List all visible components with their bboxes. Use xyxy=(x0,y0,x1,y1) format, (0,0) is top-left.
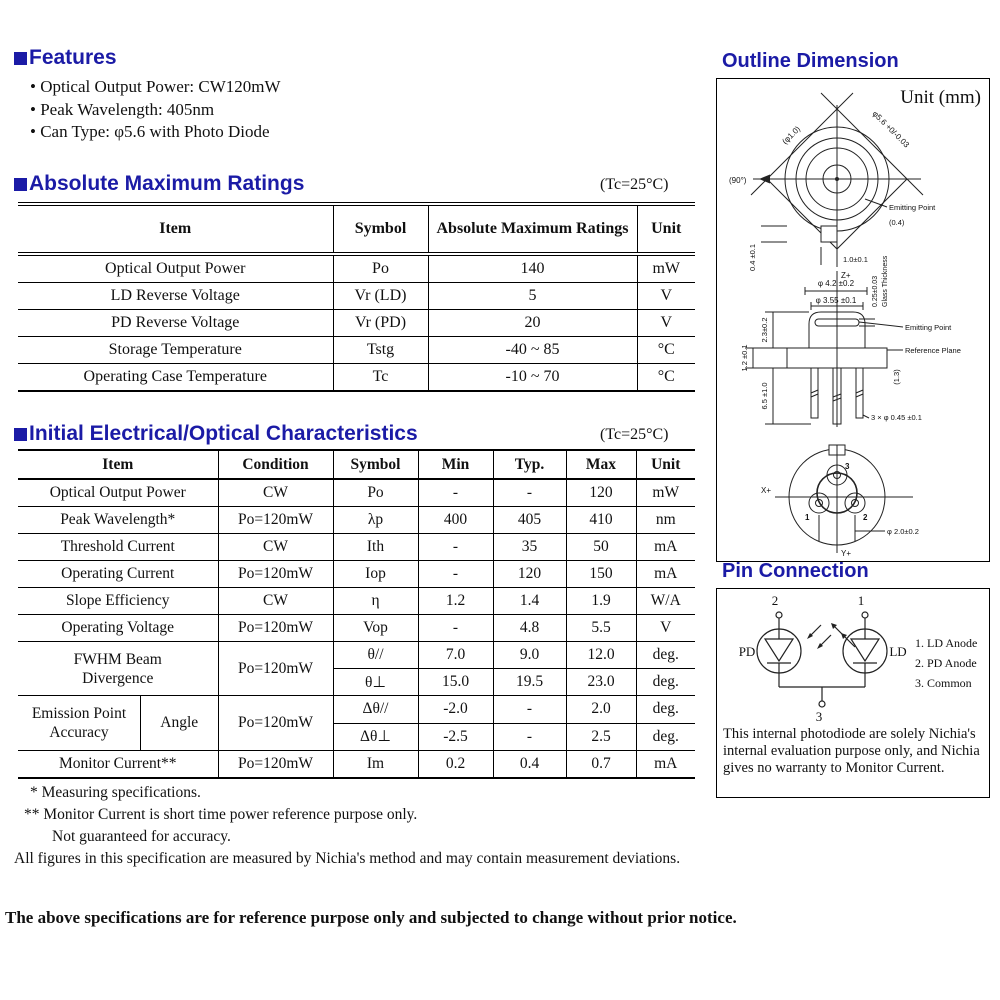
cell: Δθ// xyxy=(333,696,418,724)
cell: - xyxy=(418,561,493,588)
features-title: Features xyxy=(29,46,117,69)
outline-dimension-box xyxy=(716,78,990,562)
cell: - xyxy=(418,534,493,561)
table-header-row xyxy=(18,450,695,479)
cell: -40 ~ 85 xyxy=(428,337,637,364)
cell: 120 xyxy=(566,479,636,507)
emitting-point-label: Emitting Point xyxy=(905,323,952,332)
legend-item: 1. LD Anode xyxy=(915,636,978,650)
table-row xyxy=(18,507,695,534)
cell: 50 xyxy=(566,534,636,561)
cell: Vop xyxy=(333,615,418,642)
table-row xyxy=(18,561,695,588)
outline-drawing xyxy=(717,79,989,559)
cell: 5.5 xyxy=(566,615,636,642)
ld-label: LD xyxy=(889,644,907,659)
cell: FWHM Beam Divergence xyxy=(18,642,218,696)
cell: deg. xyxy=(636,642,695,669)
emitting-point-label: Emitting Point xyxy=(889,203,936,212)
abs-max-condition: (Tc=25°C) xyxy=(600,176,669,193)
cell: Po xyxy=(333,479,418,507)
cell: Operating Case Temperature xyxy=(18,364,333,392)
cell: 1.4 xyxy=(493,588,566,615)
cell: Operating Current xyxy=(18,561,218,588)
footnote: All figures in this specification are measured by Nichia's method and may contain measurement deviations. xyxy=(14,850,681,867)
terminal-number: 2 xyxy=(771,593,779,608)
cell: CW xyxy=(218,534,333,561)
axis-label: Z+ xyxy=(841,271,851,280)
cell: 150 xyxy=(566,561,636,588)
pin-number: 3 xyxy=(845,462,850,471)
cell: 0.4 xyxy=(493,751,566,779)
cell: °C xyxy=(637,337,695,364)
col-header: Typ. xyxy=(493,450,566,479)
cell: Iop xyxy=(333,561,418,588)
dim-label: (90°) xyxy=(729,176,747,185)
characteristics-table xyxy=(18,449,695,779)
dim-label: 0.4 ±0.1 xyxy=(748,243,757,271)
pin-connection-box xyxy=(716,588,990,798)
cell: Angle xyxy=(140,696,218,750)
axis-label: X+ xyxy=(760,486,771,495)
dim-label: φ 2.0±0.2 xyxy=(887,527,919,536)
cell: Vr (PD) xyxy=(333,310,428,337)
col-header: Symbol xyxy=(333,204,428,254)
cell: Storage Temperature xyxy=(18,337,333,364)
cell: 2.5 xyxy=(566,723,636,751)
outline-top-view xyxy=(751,93,923,267)
cell: LD Reverse Voltage xyxy=(18,283,333,310)
footnote: ** Monitor Current is short time power reference purpose only. xyxy=(24,806,418,823)
cell: 140 xyxy=(428,254,637,283)
dim-label: Glass Thickness xyxy=(882,255,889,307)
cell: Tc xyxy=(333,364,428,392)
cell: Emission Point Accuracy xyxy=(31,705,127,741)
cell: 9.0 xyxy=(493,642,566,669)
light-arrow-icon xyxy=(820,635,831,646)
dim-label: 1.2 ±0.1 xyxy=(740,344,749,372)
cell: 1.2 xyxy=(418,588,493,615)
cell: V xyxy=(637,310,695,337)
cell: 20 xyxy=(428,310,637,337)
table-header-row xyxy=(18,204,695,254)
cell: Optical Output Power xyxy=(18,254,333,283)
cell: -10 ~ 70 xyxy=(428,364,637,392)
cell: 15.0 xyxy=(418,669,493,696)
cell: Im xyxy=(333,751,418,779)
cell: deg. xyxy=(636,696,695,724)
cell: Ith xyxy=(333,534,418,561)
feature-item: • Optical Output Power: CW120mW xyxy=(30,76,281,99)
cell: η xyxy=(333,588,418,615)
pin-number: 1 xyxy=(805,513,810,522)
cell: Δθ⊥ xyxy=(333,723,418,751)
dim-label: 6.5 ±1.0 xyxy=(760,382,769,410)
table-row xyxy=(18,696,695,724)
cell: 405 xyxy=(493,507,566,534)
table-row xyxy=(18,588,695,615)
dim-label: 3 × φ 0.45 ±0.1 xyxy=(871,413,922,422)
cell: Po=120mW xyxy=(218,561,333,588)
characteristics-heading xyxy=(14,422,418,446)
cell: Threshold Current xyxy=(18,534,218,561)
cell: θ⊥ xyxy=(333,669,418,696)
characteristics-condition: (Tc=25°C) xyxy=(600,426,669,443)
cell: Operating Voltage xyxy=(18,615,218,642)
cell: λp xyxy=(333,507,418,534)
table-row xyxy=(18,337,695,364)
cell: θ// xyxy=(333,642,418,669)
col-header: Unit xyxy=(637,204,695,254)
outline-bottom-view xyxy=(775,445,913,553)
light-arrow-icon xyxy=(810,625,821,636)
footnote: * Measuring specifications. xyxy=(30,784,201,801)
dim-label: 2.3±0.2 xyxy=(760,317,769,343)
abs-max-table xyxy=(18,202,695,392)
cell: Po=120mW xyxy=(218,642,333,696)
cell: 4.8 xyxy=(493,615,566,642)
terminal-number: 1 xyxy=(857,593,865,608)
col-header: Absolute Maximum Ratings xyxy=(428,204,637,254)
dim-label: φ5.6 +0/-0.03 xyxy=(870,109,911,150)
cell: - xyxy=(418,479,493,507)
axis-label: Y+ xyxy=(841,549,852,558)
dim-label: (φ1.0) xyxy=(780,124,803,147)
cell: mA xyxy=(636,534,695,561)
cell: - xyxy=(493,723,566,751)
abs-max-title: Absolute Maximum Ratings xyxy=(29,172,305,195)
table-row xyxy=(18,615,695,642)
cell: CW xyxy=(218,479,333,507)
cell: 400 xyxy=(418,507,493,534)
cell: mW xyxy=(637,254,695,283)
cell: 5 xyxy=(428,283,637,310)
pin-connection-title: Pin Connection xyxy=(722,560,869,582)
cell: mA xyxy=(636,751,695,779)
pin-connection-schematic xyxy=(717,589,989,724)
legend-item: 2. PD Anode xyxy=(915,656,977,670)
cell: -2.5 xyxy=(418,723,493,751)
cell: - xyxy=(493,479,566,507)
feature-item: • Peak Wavelength: 405nm xyxy=(30,99,281,122)
features-list xyxy=(30,76,281,144)
col-header: Min xyxy=(418,450,493,479)
dim-label: (1.3) xyxy=(892,369,901,385)
table-row xyxy=(18,254,695,283)
table-row xyxy=(18,364,695,392)
cell: Po=120mW xyxy=(218,696,333,751)
cell: Po=120mW xyxy=(218,751,333,779)
cell: Vr (LD) xyxy=(333,283,428,310)
cell: nm xyxy=(636,507,695,534)
table-row xyxy=(18,642,695,669)
dim-label: 1.0±0.1 xyxy=(843,255,868,264)
cell: Peak Wavelength* xyxy=(18,507,218,534)
abs-max-heading xyxy=(14,172,304,196)
section-square-icon xyxy=(14,52,27,65)
cell: Slope Efficiency xyxy=(18,588,218,615)
cell: 23.0 xyxy=(566,669,636,696)
split-cell xyxy=(18,696,218,750)
dim-label: φ 3.55 ±0.1 xyxy=(815,296,857,305)
cell: 1.9 xyxy=(566,588,636,615)
feature-item: • Can Type: φ5.6 with Photo Diode xyxy=(30,121,281,144)
cell xyxy=(18,696,218,751)
cell: 12.0 xyxy=(566,642,636,669)
features-heading xyxy=(14,46,117,70)
cell: mW xyxy=(636,479,695,507)
cell: Tstg xyxy=(333,337,428,364)
cell: Po=120mW xyxy=(218,615,333,642)
dim-label: φ 4.2 ±0.2 xyxy=(817,279,855,288)
cell: Optical Output Power xyxy=(18,479,218,507)
cell: PD Reverse Voltage xyxy=(18,310,333,337)
cell: deg. xyxy=(636,723,695,751)
characteristics-title: Initial Electrical/Optical Characteristics xyxy=(29,422,418,445)
col-header: Item xyxy=(18,204,333,254)
cell: 0.2 xyxy=(418,751,493,779)
table-row xyxy=(18,283,695,310)
cell: W/A xyxy=(636,588,695,615)
cell: °C xyxy=(637,364,695,392)
pin-number: 2 xyxy=(863,513,868,522)
cell: 19.5 xyxy=(493,669,566,696)
disclaimer-text: The above specifications are for reference purpose only and subjected to change without prior notice. xyxy=(5,908,737,927)
table-row xyxy=(18,751,695,779)
col-header: Item xyxy=(18,450,218,479)
outline-dimension-title: Outline Dimension xyxy=(722,50,899,72)
col-header: Max xyxy=(566,450,636,479)
cell: - xyxy=(493,696,566,724)
legend-item: 3. Common xyxy=(915,676,972,690)
cell: Monitor Current** xyxy=(18,751,218,779)
table-row xyxy=(18,310,695,337)
cell: 2.0 xyxy=(566,696,636,724)
cell: V xyxy=(636,615,695,642)
cell: 35 xyxy=(493,534,566,561)
cell: 0.7 xyxy=(566,751,636,779)
cell: -2.0 xyxy=(418,696,493,724)
col-header: Condition xyxy=(218,450,333,479)
cell: 120 xyxy=(493,561,566,588)
reference-plane-label: Reference Plane xyxy=(905,346,961,355)
terminal-number: 3 xyxy=(815,709,823,724)
cell: Po=120mW xyxy=(218,507,333,534)
col-header: Symbol xyxy=(333,450,418,479)
dim-label: (0.4) xyxy=(889,218,905,227)
section-square-icon xyxy=(14,428,27,441)
unit-label: Unit (mm) xyxy=(900,87,981,108)
cell: 7.0 xyxy=(418,642,493,669)
cell: deg. xyxy=(636,669,695,696)
cell: mA xyxy=(636,561,695,588)
cell: - xyxy=(418,615,493,642)
pd-label: PD xyxy=(738,644,756,659)
section-square-icon xyxy=(14,178,27,191)
col-header: Unit xyxy=(636,450,695,479)
cell: Po xyxy=(333,254,428,283)
table-row xyxy=(18,479,695,507)
footnote: Not guaranteed for accuracy. xyxy=(52,828,231,845)
table-row xyxy=(18,534,695,561)
cell: V xyxy=(637,283,695,310)
dim-label: 0.25±0.03 xyxy=(872,275,879,307)
cell: CW xyxy=(218,588,333,615)
cell: 410 xyxy=(566,507,636,534)
pin-connection-note: This internal photodiode are solely Nichia's internal evaluation purpose only, and Nichia gives no warranty to Monitor Current. xyxy=(723,726,980,776)
